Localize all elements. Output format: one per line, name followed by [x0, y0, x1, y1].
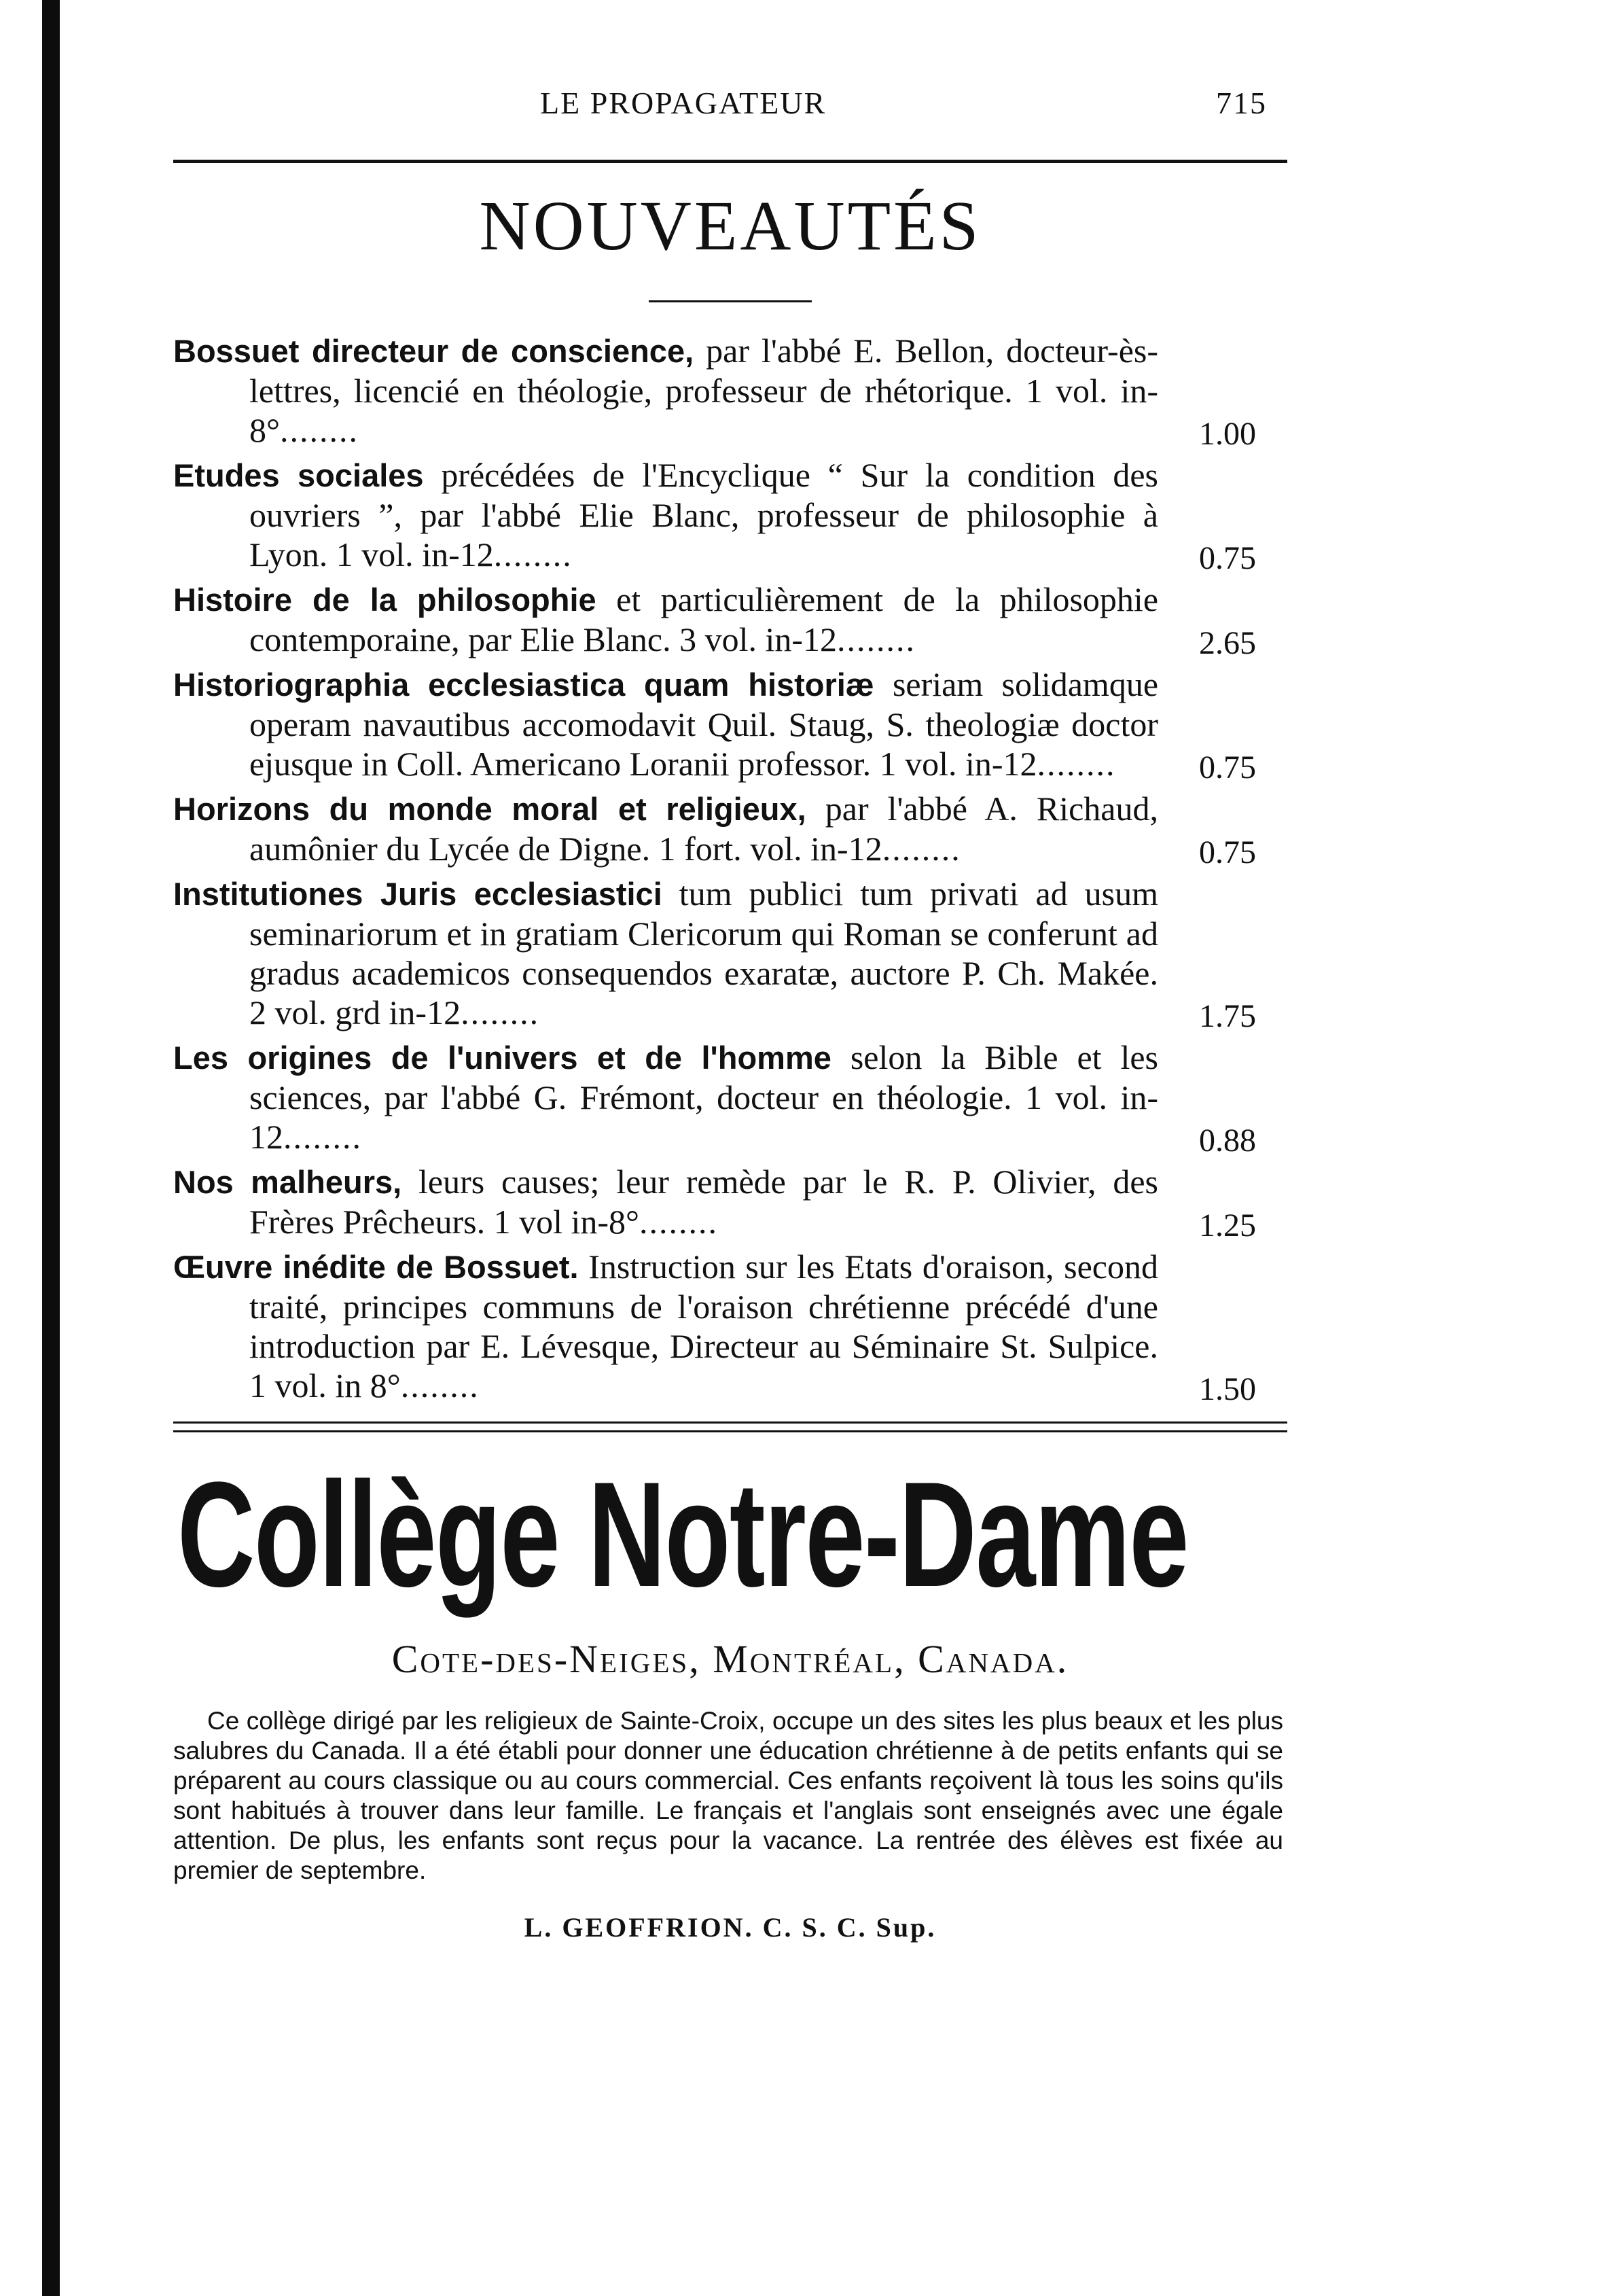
dot-leader: ........: [493, 535, 573, 574]
page: [173, 85, 1287, 1943]
book-price: 0.75: [1199, 540, 1256, 577]
section-divider: [649, 300, 812, 302]
book-description: leurs causes; leur remède par le R. P. Olivier, des Frères Prêcheurs. 1 vol in-8°: [249, 1163, 1159, 1241]
page-number: 715: [1216, 86, 1267, 120]
header-rule: [173, 160, 1287, 163]
section-title: NOUVEAUTÉS: [479, 187, 982, 265]
book-title: Histoire de la philosophie: [173, 582, 596, 618]
dot-leader: ........: [400, 1366, 480, 1405]
dot-leader: ........: [837, 620, 916, 659]
book-entry: [173, 1247, 1287, 1408]
book-description: tum publici tum privati ad usum seminariorum et in gratiam Clericorum qui Roman se conferunt ad gradus academicos consequendos exaratæ, auctore P. Ch. Makée. 2 vol. grd in-12: [249, 875, 1158, 1032]
dot-leader: ........: [461, 993, 540, 1032]
book-description: par l'abbé A. Richaud, aumônier du Lycée de Digne. 1 fort. vol. in-12: [249, 790, 1158, 868]
book-entry: [173, 331, 1287, 453]
book-entry: [173, 455, 1287, 577]
book-price: 0.75: [1199, 749, 1256, 786]
book-description: seriam solidamque operam navautibus accomodavit Quil. Staug, S. theologiæ doctor ejusque in Coll. Americano Loranii professor. 1 vol. in-12: [249, 665, 1159, 783]
book-title: Institutiones Juris ecclesiastici: [173, 876, 662, 913]
book-price: 0.75: [1199, 834, 1256, 871]
book-list: [173, 331, 1287, 1408]
running-head: [173, 85, 1287, 126]
dot-leader: ........: [280, 411, 359, 450]
book-description: précédées de l'Encyclique “ Sur la condition des ouvriers ”, par l'abbé Elie Blanc, professeur de philosophie à Lyon. 1 vol. in-12: [249, 456, 1158, 574]
dot-leader: ........: [1037, 745, 1116, 783]
dot-leader: ........: [283, 1118, 362, 1156]
ad-signature: L. GEOFFRION. C. S. C. Sup.: [524, 1912, 937, 1943]
dot-leader: ........: [882, 830, 961, 868]
book-description: par l'abbé E. Bellon, docteur-ès-lettres, licencié en théologie, professeur de rhétorique. 1 vol. in-8°: [249, 332, 1159, 450]
book-price: 1.00: [1199, 416, 1256, 453]
book-entry: [173, 1038, 1287, 1159]
running-title: LE PROPAGATEUR: [540, 86, 827, 120]
book-title: Œuvre inédite de Bossuet.: [173, 1249, 579, 1286]
book-title: Nos malheurs,: [173, 1164, 402, 1201]
book-price: 1.25: [1199, 1207, 1256, 1244]
book-title: Les origines de l'univers et de l'homme: [173, 1040, 831, 1076]
book-entry: [173, 874, 1287, 1035]
scan-edge-bar: [42, 0, 60, 2296]
ad-separator-rule: [173, 1421, 1287, 1432]
book-description: et particulièrement de la philosophie contemporaine, par Elie Blanc. 3 vol. in-12: [249, 580, 1159, 659]
book-entry: [173, 1162, 1287, 1244]
book-title: Horizons du monde moral et religieux,: [173, 791, 806, 828]
dot-leader: ........: [639, 1203, 719, 1241]
book-price: 0.88: [1199, 1123, 1256, 1159]
book-description: selon la Bible et les sciences, par l'abbé G. Frémont, docteur en théologie. 1 vol. in-12: [249, 1038, 1159, 1156]
book-price: 1.75: [1199, 998, 1256, 1035]
book-title: Historiographia ecclesiastica quam historiæ: [173, 667, 874, 703]
book-entry: [173, 665, 1287, 786]
book-title: Etudes sociales: [173, 457, 424, 494]
book-description: Instruction sur les Etats d'oraison, second traité, principes communs de l'oraison chrétienne précédé d'une introduction par E. Lévesque, Directeur au Séminaire St. Sulpice. 1 vol. in 8°: [249, 1248, 1159, 1405]
book-title: Bossuet directeur de conscience,: [173, 333, 694, 370]
book-entry: [173, 580, 1287, 662]
ad-subtitle: Cote-des-Neiges, Montréal, Canada.: [391, 1637, 1069, 1682]
ad-body: Ce collège dirigé par les religieux de Sainte-Croix, occupe un des sites les plus beaux et les plus salubres du Canada. Il a été établi pour donner une éducation chrétienne à de petits enfants qui se préparent au cours classique ou au cours commercial. Ces enfants reçoivent là tous les soins qu'ils sont habitués à trouver dans leur famille. Le français et l'anglais sont enseignés avec une égale attention. De plus, les enfants sont reçus pour la vacance. La rentrée des élèves est fixée au premier de septembre.: [173, 1707, 1283, 1885]
ad-title: Collège Notre-Dame: [177, 1451, 1189, 1619]
book-entry: [173, 789, 1287, 871]
book-price: 2.65: [1199, 625, 1256, 662]
book-price: 1.50: [1199, 1371, 1256, 1408]
